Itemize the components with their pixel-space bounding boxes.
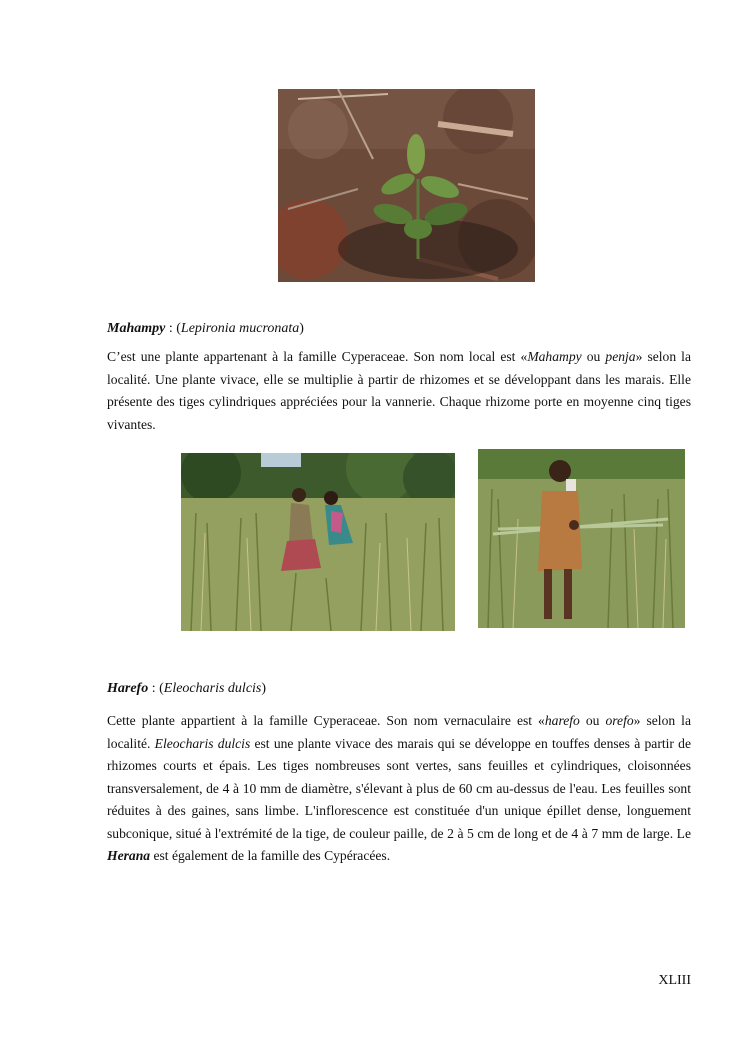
heading-latin-name: Lepironia mucronata: [180, 321, 300, 336]
page-number: XLIII: [658, 973, 691, 988]
text: ou: [579, 713, 606, 728]
heading-title: Mahampy: [107, 321, 166, 336]
heading-title: Harefo: [107, 681, 149, 696]
child-with-stems-photo: [478, 449, 685, 628]
women-in-grass-photo: [181, 453, 455, 631]
text: C’est une plante appartenant à la famille Cyperaceae. Son nom local est «: [107, 349, 528, 364]
section-heading-mahampy: [107, 320, 304, 338]
text: est également de la famille des Cypéracées.: [150, 848, 391, 863]
text-italic: orefo: [605, 713, 634, 728]
text-bold-italic: Herana: [107, 848, 151, 863]
paragraph-mahampy: [107, 346, 691, 436]
text-italic: Mahampy: [527, 349, 582, 364]
text: » selon la localité. Une plante vivace, elle se multiplie à partir de rhizomes et se développant dans les marais. Elle présente des tiges cylindriques appréciées pour la vannerie. Chaque rhizome porte en moyenne cinq tiges vivantes.: [107, 349, 691, 432]
heading-separator: : (: [165, 321, 181, 336]
text-italic: Eleocharis dulcis: [154, 735, 251, 751]
seedling-photo: [278, 89, 535, 282]
text: Cette plante appartient à la famille Cyperaceae. Son nom vernaculaire est «: [107, 713, 545, 728]
section-heading-harefo: [107, 680, 266, 698]
heading-separator: : (: [148, 681, 164, 696]
heading-close: ): [299, 321, 304, 336]
text: » selon la localité.: [107, 713, 691, 751]
text: ou: [581, 349, 606, 364]
text-italic: harefo: [544, 713, 580, 728]
text: est une plante vivace des marais qui se développe en touffes denses à partir de rhizomes courts et épais. Les tiges nombreuses sont vertes, sans feuilles et cylindriques, cloisonnées transversalement, de 4 à 10 mm de diamètre, s'élevant à plus de 60 cm au-dessus de l'eau. Les feuilles sont réduites à des gaines, sans limbe. L'inflorescence est constituée d'un unique épillet dense, longuement subconique, situé à l'extrémité de la tige, de couleur paille, de 2 à 5 cm de long et de 4 à 7 mm de large. Le: [107, 735, 691, 841]
paragraph-harefo: [107, 710, 691, 868]
heading-latin-name: Eleocharis dulcis: [163, 681, 262, 696]
text-italic: penja: [605, 349, 636, 364]
heading-close: ): [261, 681, 267, 696]
